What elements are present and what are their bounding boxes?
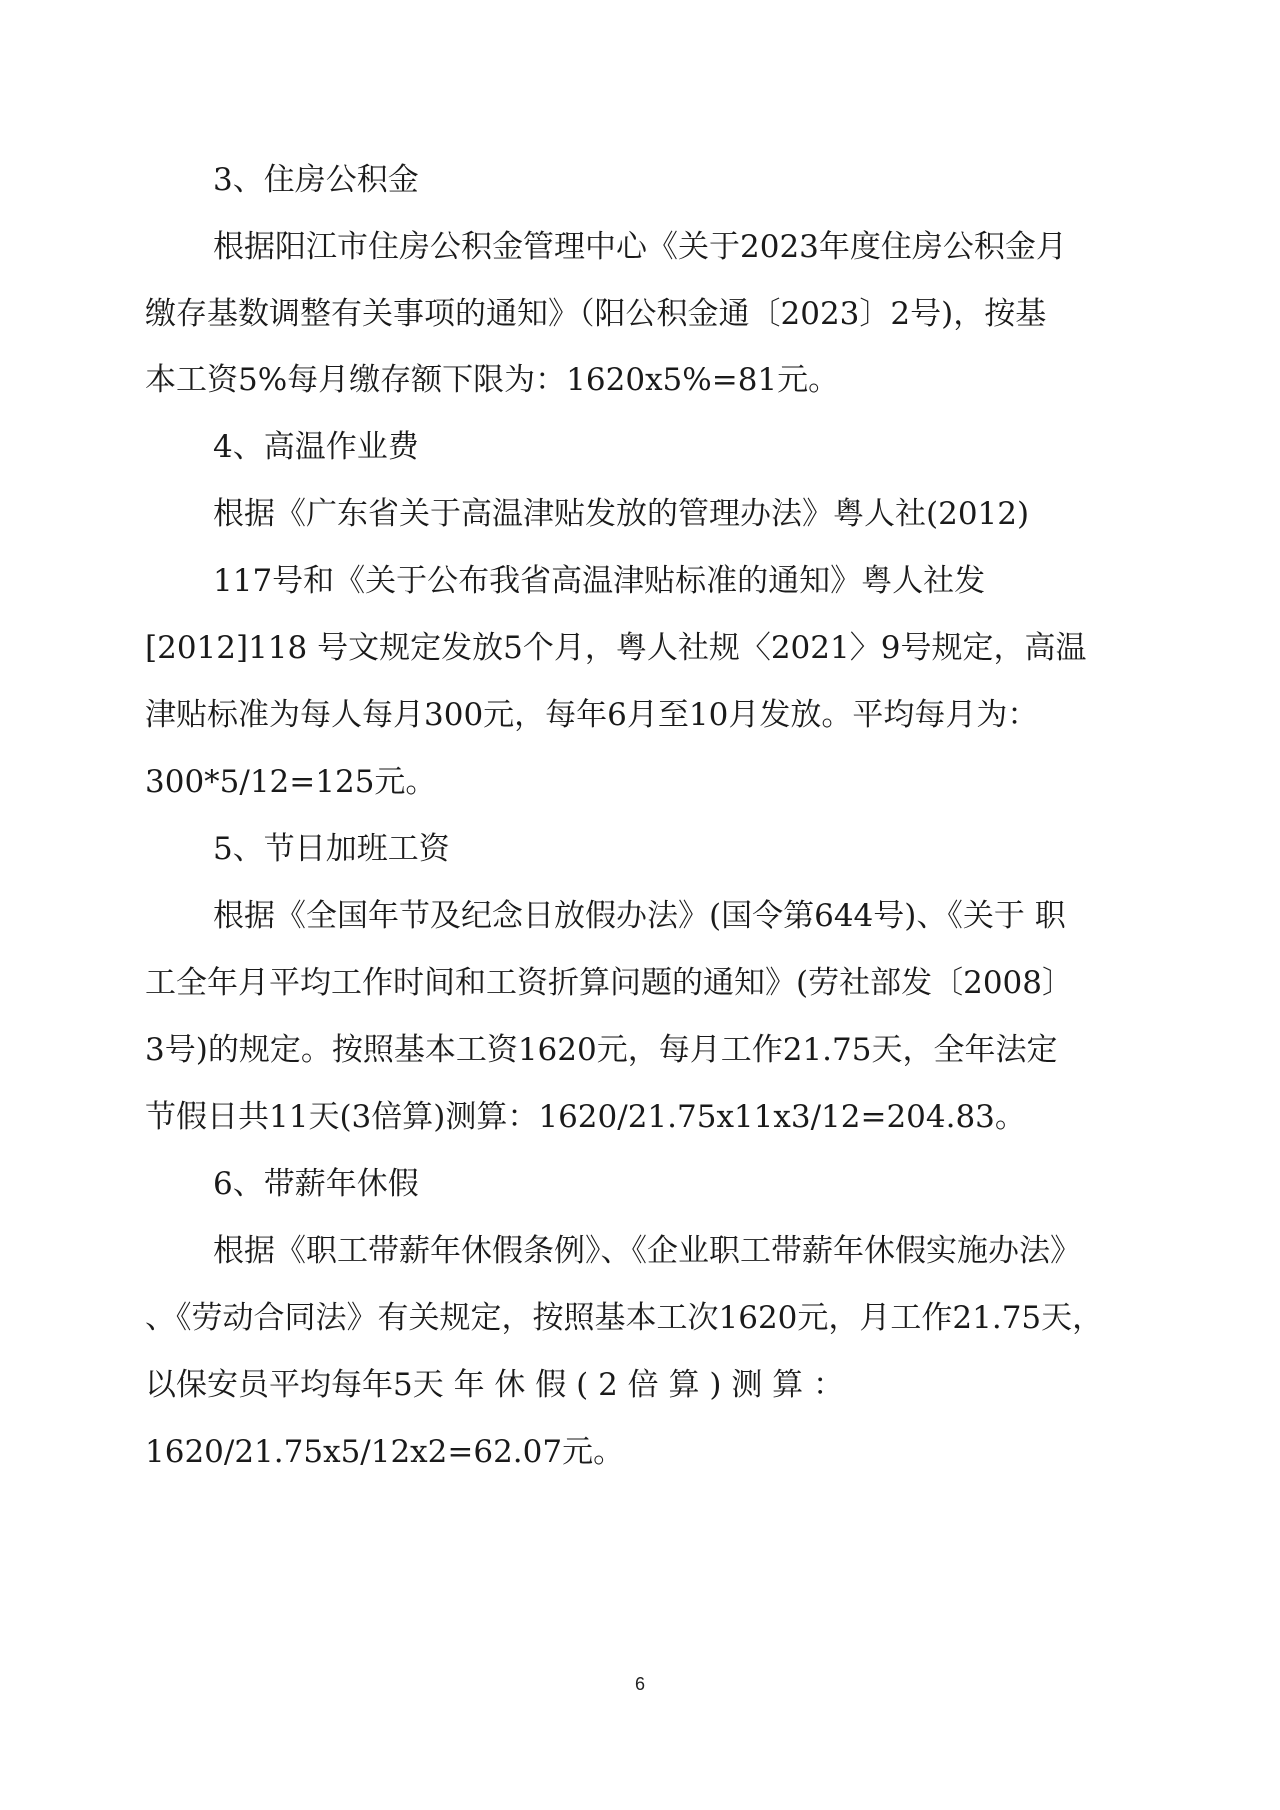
paragraph-line: 300*5/12=125元。 [145, 764, 437, 800]
page-number: 6 [634, 1674, 645, 1694]
section-heading-high-temp: 4、高温作业费 [213, 429, 419, 465]
paragraph-line: 、《劳动合同法》有关规定，按照基本工次1620元，月工作21.75天， [145, 1300, 1104, 1336]
paragraph-line: 缴存基数调整有关事项的通知》（阳公积金通〔2023〕2号)，按基 [145, 296, 1047, 332]
paragraph-line: 根据《广东省关于高温津贴发放的管理办法》粤人社(2012) [213, 496, 1030, 532]
paragraph-line: [2012]118 号文规定发放5个月，粤人社规〈2021〉9号规定，高温 [145, 630, 1087, 666]
paragraph-line: 3号)的规定。按照基本工资1620元，每月工作21.75天，全年法定 [145, 1032, 1058, 1068]
paragraph-line: 工全年月平均工作时间和工资折算问题的通知》(劳社部发〔2008〕 [145, 965, 1073, 1001]
section-heading-housing-fund: 3、住房公积金 [213, 162, 419, 198]
paragraph-line: 根据阳江市住房公积金管理中心《关于2023年度住房公积金月 [213, 229, 1067, 265]
paragraph-line: 本工资5%每月缴存额下限为：1620x5%=81元。 [145, 362, 840, 398]
paragraph-line: 津贴标准为每人每月300元，每年6月至10月发放。平均每月为： [145, 697, 1039, 733]
paragraph-line: 1620/21.75x5/12x2=62.07元。 [145, 1434, 625, 1470]
section-heading-holiday-overtime: 5、节日加班工资 [213, 831, 450, 867]
paragraph-line: 节假日共11天(3倍算)测算：1620/21.75x11x3/12=204.83。 [145, 1099, 1026, 1135]
paragraph-line: 根据《全国年节及纪念日放假办法》(国令第644号)、《关于 职 [213, 898, 1066, 934]
section-heading-paid-leave: 6、带薪年休假 [213, 1166, 419, 1202]
paragraph-line: 根据《职工带薪年休假条例》、《企业职工带薪年休假实施办法》 [213, 1233, 1081, 1269]
paragraph-line: 以保安员平均每年5天 年 休 假 ( 2 倍 算 ) 测 算 ： [145, 1367, 845, 1403]
paragraph-line: 117号和《关于公布我省高温津贴标准的通知》粤人社发 [213, 563, 986, 599]
